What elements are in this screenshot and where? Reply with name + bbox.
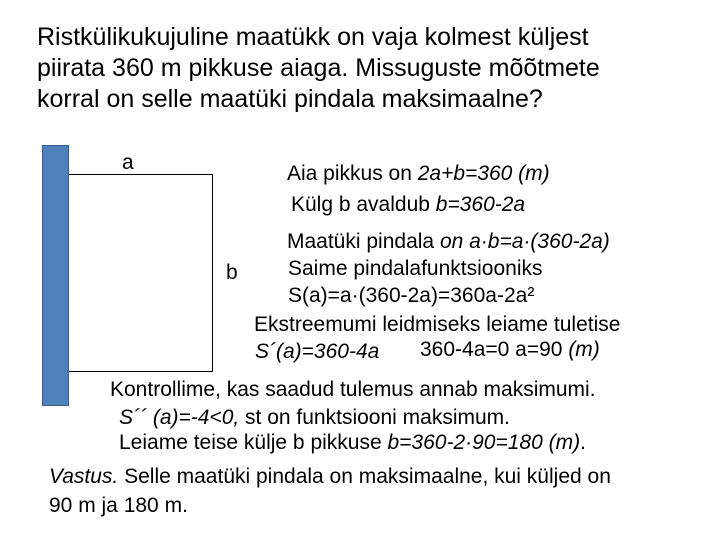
solution-line-1: Aia pikkus on 2a+b=360 (m) (287, 162, 550, 185)
problem-line-2: piirata 360 m pikkuse aiaga. Missuguste mõõtmete (37, 54, 600, 82)
check-line-2: S´´ (a)=-4<0, st on funktsiooni maksimum. (119, 406, 510, 429)
wall-rectangle (42, 145, 69, 406)
answer-line-2: 90 m ja 180 m. (49, 494, 188, 517)
solution-line-3: Maatüki pindala on a·b=a·(360-2a) (287, 230, 610, 253)
check-line-3: Leiame teise külje b pikkuse b=360-2·90=180 (m). (119, 431, 586, 454)
check-line-1: Kontrollime, kas saadud tulemus annab maksimumi. (110, 378, 596, 401)
problem-statement (37, 22, 600, 115)
solution-line-2: Külg b avaldub b=360-2a (291, 193, 526, 216)
solution-line-7-result: 360-4a=0 a=90 (m) (420, 338, 600, 361)
field-outline (69, 174, 213, 372)
solution-line-5: S(a)=a·(360-2a)=360a-2a² (288, 284, 535, 307)
solution-line-6: Ekstreemumi leidmiseks leiame tuletise (254, 313, 621, 336)
problem-line-1: Ristkülikukujuline maatükk on vaja kolmest küljest (37, 23, 589, 51)
problem-line-3: korral on selle maatüki pindala maksimaalne? (37, 85, 543, 113)
solution-line-4: Saime pindalafunktsiooniks (288, 257, 543, 280)
answer-line-1: Vastus. Selle maatüki pindala on maksimaalne, kui küljed on (49, 465, 611, 488)
side-b-label: b (226, 261, 238, 284)
solution-line-7: S´(a)=360-4a (255, 340, 380, 363)
side-a-label: a (122, 151, 134, 174)
